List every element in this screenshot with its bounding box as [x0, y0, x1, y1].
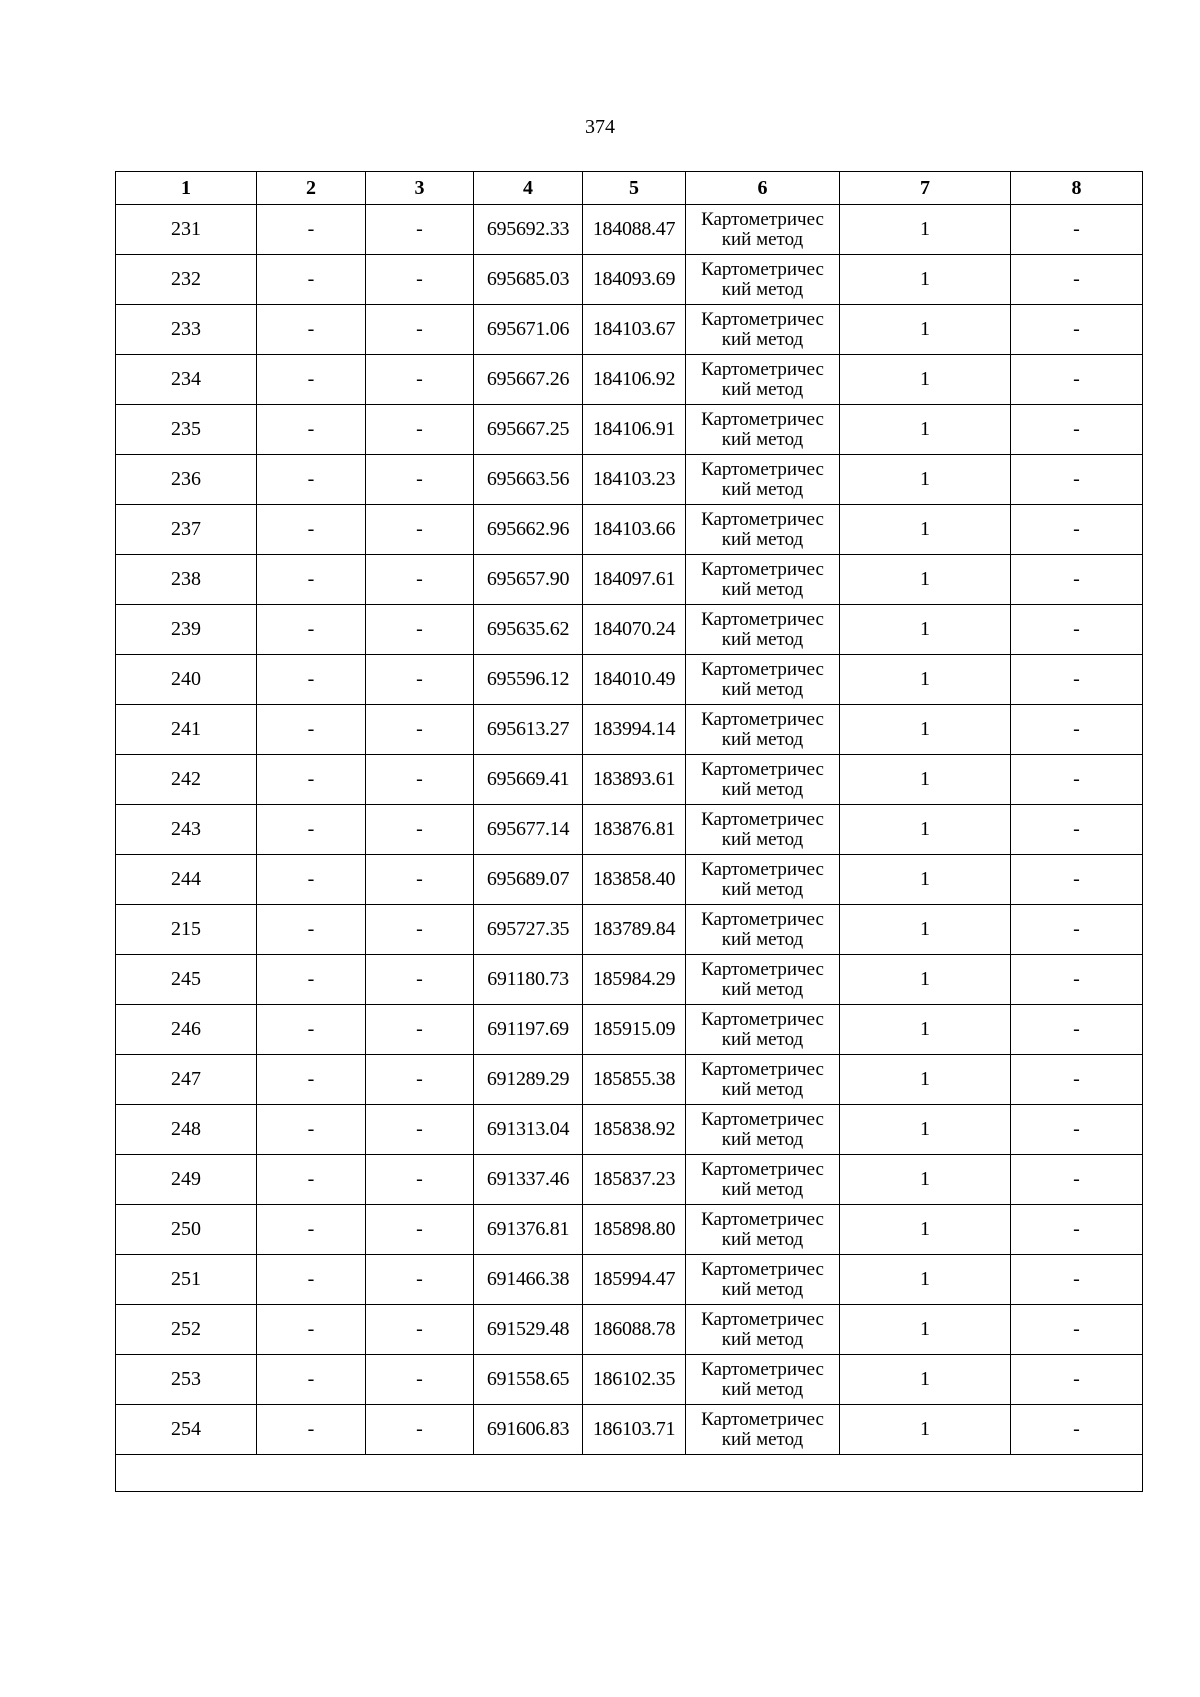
coordinate-y-cell: 184106.91 [583, 405, 686, 455]
method-cell [686, 755, 840, 805]
column-8-cell: - [1011, 905, 1143, 955]
column-7-cell: 1 [840, 1255, 1011, 1305]
column-2-cell: - [257, 1355, 366, 1405]
column-3-cell: - [366, 1005, 474, 1055]
coordinate-y-cell: 185915.09 [583, 1005, 686, 1055]
table-row [116, 705, 1143, 755]
method-line-2: кий метод [721, 378, 804, 400]
table-row [116, 505, 1143, 555]
point-number-cell: 235 [116, 405, 257, 455]
point-number-cell: 244 [116, 855, 257, 905]
coordinate-y-cell: 185984.29 [583, 955, 686, 1005]
point-number-cell: 252 [116, 1305, 257, 1355]
column-7-cell: 1 [840, 255, 1011, 305]
table-row [116, 1005, 1143, 1055]
method-line-1: Картометричес [701, 658, 824, 680]
method-line-2: кий метод [721, 728, 804, 750]
method-line-2: кий метод [721, 678, 804, 700]
point-number-cell: 232 [116, 255, 257, 305]
coordinate-x-cell: 695662.96 [474, 505, 583, 555]
point-number-cell: 240 [116, 655, 257, 705]
method-cell [686, 505, 840, 555]
method-line-2: кий метод [721, 1278, 804, 1300]
column-2-cell: - [257, 1105, 366, 1155]
method-line-1: Картометричес [701, 308, 824, 330]
method-line-2: кий метод [721, 228, 804, 250]
method-line-2: кий метод [721, 1128, 804, 1150]
point-number-cell: 241 [116, 705, 257, 755]
column-7-cell: 1 [840, 1405, 1011, 1455]
column-2-cell: - [257, 505, 366, 555]
column-2-cell: - [257, 455, 366, 505]
method-line-2: кий метод [721, 528, 804, 550]
table-row [116, 805, 1143, 855]
method-line-1: Картометричес [701, 558, 824, 580]
table-row [116, 205, 1143, 255]
column-2-cell: - [257, 605, 366, 655]
method-cell [686, 655, 840, 705]
method-cell [686, 1155, 840, 1205]
method-cell [686, 1405, 840, 1455]
method-line-1: Картометричес [701, 1308, 824, 1330]
column-7-cell: 1 [840, 955, 1011, 1005]
point-number-cell: 254 [116, 1405, 257, 1455]
column-8-cell: - [1011, 355, 1143, 405]
column-8-cell: - [1011, 305, 1143, 355]
method-line-2: кий метод [721, 1078, 804, 1100]
coordinate-x-cell: 691180.73 [474, 955, 583, 1005]
coordinate-y-cell: 185898.80 [583, 1205, 686, 1255]
method-line-2: кий метод [721, 1378, 804, 1400]
method-line-1: Картометричес [701, 1108, 824, 1130]
column-7-cell: 1 [840, 1305, 1011, 1355]
method-line-2: кий метод [721, 878, 804, 900]
column-header: 8 [1011, 172, 1143, 205]
method-line-1: Картометричес [701, 1258, 824, 1280]
method-cell [686, 855, 840, 905]
method-line-2: кий метод [721, 278, 804, 300]
point-number-cell: 231 [116, 205, 257, 255]
column-8-cell: - [1011, 955, 1143, 1005]
column-header: 6 [686, 172, 840, 205]
column-2-cell: - [257, 1205, 366, 1255]
column-3-cell: - [366, 1055, 474, 1105]
column-2-cell: - [257, 305, 366, 355]
method-line-1: Картометричес [701, 758, 824, 780]
method-cell [686, 1305, 840, 1355]
column-3-cell: - [366, 555, 474, 605]
coordinate-y-cell: 183858.40 [583, 855, 686, 905]
coordinate-y-cell: 186103.71 [583, 1405, 686, 1455]
method-line-1: Картометричес [701, 858, 824, 880]
column-3-cell: - [366, 1255, 474, 1305]
coordinate-y-cell: 184093.69 [583, 255, 686, 305]
column-header: 5 [583, 172, 686, 205]
point-number-cell: 251 [116, 1255, 257, 1305]
table-row [116, 1105, 1143, 1155]
coordinate-y-cell: 184103.23 [583, 455, 686, 505]
column-3-cell: - [366, 655, 474, 705]
column-8-cell: - [1011, 255, 1143, 305]
column-3-cell: - [366, 205, 474, 255]
table-row [116, 905, 1143, 955]
column-2-cell: - [257, 205, 366, 255]
method-cell [686, 1355, 840, 1405]
method-cell [686, 805, 840, 855]
column-8-cell: - [1011, 855, 1143, 905]
point-number-cell: 234 [116, 355, 257, 405]
method-line-2: кий метод [721, 828, 804, 850]
method-cell [686, 455, 840, 505]
column-8-cell: - [1011, 405, 1143, 455]
column-8-cell: - [1011, 505, 1143, 555]
method-line-2: кий метод [721, 578, 804, 600]
method-line-2: кий метод [721, 978, 804, 1000]
coordinate-y-cell: 184097.61 [583, 555, 686, 605]
method-line-1: Картометричес [701, 358, 824, 380]
column-2-cell: - [257, 1255, 366, 1305]
column-8-cell: - [1011, 205, 1143, 255]
column-header: 7 [840, 172, 1011, 205]
column-3-cell: - [366, 955, 474, 1005]
table-row [116, 955, 1143, 1005]
column-3-cell: - [366, 1405, 474, 1455]
method-cell [686, 905, 840, 955]
point-number-cell: 248 [116, 1105, 257, 1155]
table-row [116, 855, 1143, 905]
column-8-cell: - [1011, 555, 1143, 605]
column-2-cell: - [257, 755, 366, 805]
method-line-1: Картометричес [701, 958, 824, 980]
coordinate-y-cell: 184010.49 [583, 655, 686, 705]
column-7-cell: 1 [840, 355, 1011, 405]
coordinate-x-cell: 695689.07 [474, 855, 583, 905]
coordinate-x-cell: 691376.81 [474, 1205, 583, 1255]
method-line-2: кий метод [721, 478, 804, 500]
method-cell [686, 555, 840, 605]
column-3-cell: - [366, 1105, 474, 1155]
column-3-cell: - [366, 705, 474, 755]
coordinates-table [115, 171, 1143, 1492]
coordinate-y-cell: 184103.66 [583, 505, 686, 555]
column-2-cell: - [257, 1305, 366, 1355]
column-3-cell: - [366, 405, 474, 455]
coordinate-y-cell: 184070.24 [583, 605, 686, 655]
method-line-1: Картометричес [701, 258, 824, 280]
column-8-cell: - [1011, 1155, 1143, 1205]
column-7-cell: 1 [840, 1055, 1011, 1105]
method-cell [686, 205, 840, 255]
column-2-cell: - [257, 1005, 366, 1055]
method-line-1: Картометричес [701, 508, 824, 530]
column-3-cell: - [366, 855, 474, 905]
coordinate-x-cell: 695613.27 [474, 705, 583, 755]
column-7-cell: 1 [840, 455, 1011, 505]
coordinate-y-cell: 184103.67 [583, 305, 686, 355]
method-cell [686, 1105, 840, 1155]
column-8-cell: - [1011, 755, 1143, 805]
column-3-cell: - [366, 1305, 474, 1355]
column-7-cell: 1 [840, 505, 1011, 555]
coordinate-x-cell: 691558.65 [474, 1355, 583, 1405]
point-number-cell: 247 [116, 1055, 257, 1105]
coordinate-x-cell: 695685.03 [474, 255, 583, 305]
coordinate-y-cell: 184106.92 [583, 355, 686, 405]
coordinate-x-cell: 695671.06 [474, 305, 583, 355]
column-8-cell: - [1011, 655, 1143, 705]
column-3-cell: - [366, 505, 474, 555]
column-7-cell: 1 [840, 605, 1011, 655]
method-line-2: кий метод [721, 928, 804, 950]
coordinate-y-cell: 185837.23 [583, 1155, 686, 1205]
column-2-cell: - [257, 1155, 366, 1205]
method-cell [686, 605, 840, 655]
column-7-cell: 1 [840, 305, 1011, 355]
column-7-cell: 1 [840, 1005, 1011, 1055]
point-number-cell: 238 [116, 555, 257, 605]
coordinate-y-cell: 183994.14 [583, 705, 686, 755]
column-8-cell: - [1011, 1405, 1143, 1455]
empty-cell [116, 1455, 1143, 1492]
table-row [116, 355, 1143, 405]
coordinate-y-cell: 184088.47 [583, 205, 686, 255]
column-8-cell: - [1011, 705, 1143, 755]
method-line-1: Картометричес [701, 708, 824, 730]
coordinate-x-cell: 695692.33 [474, 205, 583, 255]
column-header: 4 [474, 172, 583, 205]
point-number-cell: 253 [116, 1355, 257, 1405]
method-cell [686, 355, 840, 405]
method-cell [686, 1205, 840, 1255]
method-cell [686, 705, 840, 755]
table-row [116, 1255, 1143, 1305]
point-number-cell: 239 [116, 605, 257, 655]
table-row [116, 1355, 1143, 1405]
point-number-cell: 237 [116, 505, 257, 555]
method-line-2: кий метод [721, 1028, 804, 1050]
coordinate-y-cell: 183789.84 [583, 905, 686, 955]
column-8-cell: - [1011, 805, 1143, 855]
method-line-1: Картометричес [701, 608, 824, 630]
column-3-cell: - [366, 1205, 474, 1255]
table-row [116, 455, 1143, 505]
table-row [116, 305, 1143, 355]
coordinate-x-cell: 695669.41 [474, 755, 583, 805]
column-7-cell: 1 [840, 1205, 1011, 1255]
column-3-cell: - [366, 1355, 474, 1405]
method-line-2: кий метод [721, 328, 804, 350]
table-row [116, 755, 1143, 805]
coordinate-x-cell: 695727.35 [474, 905, 583, 955]
method-line-2: кий метод [721, 428, 804, 450]
column-7-cell: 1 [840, 655, 1011, 705]
column-8-cell: - [1011, 455, 1143, 505]
method-cell [686, 1255, 840, 1305]
method-line-2: кий метод [721, 1228, 804, 1250]
table-row [116, 255, 1143, 305]
method-cell [686, 955, 840, 1005]
method-line-1: Картометричес [701, 1008, 824, 1030]
column-8-cell: - [1011, 605, 1143, 655]
column-8-cell: - [1011, 1205, 1143, 1255]
method-line-1: Картометричес [701, 208, 824, 230]
point-number-cell: 236 [116, 455, 257, 505]
column-3-cell: - [366, 605, 474, 655]
table-row [116, 1405, 1143, 1455]
column-2-cell: - [257, 855, 366, 905]
coordinate-x-cell: 691466.38 [474, 1255, 583, 1305]
column-2-cell: - [257, 805, 366, 855]
column-header: 2 [257, 172, 366, 205]
method-line-1: Картометричес [701, 1208, 824, 1230]
column-8-cell: - [1011, 1355, 1143, 1405]
point-number-cell: 243 [116, 805, 257, 855]
method-cell [686, 1055, 840, 1105]
coordinate-x-cell: 691313.04 [474, 1105, 583, 1155]
column-7-cell: 1 [840, 205, 1011, 255]
coordinate-y-cell: 183876.81 [583, 805, 686, 855]
method-cell [686, 305, 840, 355]
coordinate-x-cell: 691197.69 [474, 1005, 583, 1055]
column-7-cell: 1 [840, 1155, 1011, 1205]
method-cell [686, 405, 840, 455]
coordinate-x-cell: 691529.48 [474, 1305, 583, 1355]
coordinate-y-cell: 185838.92 [583, 1105, 686, 1155]
method-line-2: кий метод [721, 778, 804, 800]
method-line-1: Картометричес [701, 1158, 824, 1180]
column-7-cell: 1 [840, 1105, 1011, 1155]
point-number-cell: 245 [116, 955, 257, 1005]
point-number-cell: 233 [116, 305, 257, 355]
column-7-cell: 1 [840, 755, 1011, 805]
point-number-cell: 215 [116, 905, 257, 955]
column-2-cell: - [257, 255, 366, 305]
coordinate-y-cell: 185855.38 [583, 1055, 686, 1105]
method-line-2: кий метод [721, 628, 804, 650]
method-line-2: кий метод [721, 1178, 804, 1200]
column-2-cell: - [257, 355, 366, 405]
method-line-2: кий метод [721, 1328, 804, 1350]
coordinate-x-cell: 695677.14 [474, 805, 583, 855]
coordinate-x-cell: 695596.12 [474, 655, 583, 705]
table-row [116, 1205, 1143, 1255]
column-7-cell: 1 [840, 855, 1011, 905]
coordinate-y-cell: 186102.35 [583, 1355, 686, 1405]
column-3-cell: - [366, 455, 474, 505]
coordinate-x-cell: 695667.26 [474, 355, 583, 405]
column-8-cell: - [1011, 1305, 1143, 1355]
column-3-cell: - [366, 1155, 474, 1205]
column-8-cell: - [1011, 1055, 1143, 1105]
column-2-cell: - [257, 705, 366, 755]
method-line-1: Картометричес [701, 908, 824, 930]
table-row [116, 405, 1143, 455]
point-number-cell: 242 [116, 755, 257, 805]
coordinate-x-cell: 695663.56 [474, 455, 583, 505]
column-2-cell: - [257, 955, 366, 1005]
column-2-cell: - [257, 1055, 366, 1105]
column-header: 1 [116, 172, 257, 205]
method-cell [686, 1005, 840, 1055]
table-row [116, 655, 1143, 705]
coordinate-y-cell: 186088.78 [583, 1305, 686, 1355]
empty-table-row [116, 1455, 1143, 1492]
column-3-cell: - [366, 305, 474, 355]
coordinate-x-cell: 691337.46 [474, 1155, 583, 1205]
method-cell [686, 255, 840, 305]
column-3-cell: - [366, 355, 474, 405]
column-2-cell: - [257, 405, 366, 455]
column-2-cell: - [257, 655, 366, 705]
table-header-row [116, 172, 1143, 205]
column-3-cell: - [366, 255, 474, 305]
coordinate-x-cell: 695667.25 [474, 405, 583, 455]
method-line-1: Картометричес [701, 408, 824, 430]
method-line-1: Картометричес [701, 458, 824, 480]
column-3-cell: - [366, 805, 474, 855]
column-3-cell: - [366, 905, 474, 955]
column-7-cell: 1 [840, 705, 1011, 755]
column-7-cell: 1 [840, 905, 1011, 955]
coordinate-x-cell: 691289.29 [474, 1055, 583, 1105]
column-2-cell: - [257, 1405, 366, 1455]
table-row [116, 1055, 1143, 1105]
column-header: 3 [366, 172, 474, 205]
column-2-cell: - [257, 555, 366, 605]
point-number-cell: 246 [116, 1005, 257, 1055]
coordinate-x-cell: 691606.83 [474, 1405, 583, 1455]
column-7-cell: 1 [840, 555, 1011, 605]
table-row [116, 555, 1143, 605]
column-8-cell: - [1011, 1005, 1143, 1055]
column-8-cell: - [1011, 1105, 1143, 1155]
coordinate-y-cell: 183893.61 [583, 755, 686, 805]
method-line-1: Картометричес [701, 808, 824, 830]
column-8-cell: - [1011, 1255, 1143, 1305]
table-row [116, 1305, 1143, 1355]
point-number-cell: 250 [116, 1205, 257, 1255]
method-line-1: Картометричес [701, 1058, 824, 1080]
page-number: 374 [585, 116, 615, 138]
table-row [116, 605, 1143, 655]
method-line-2: кий метод [721, 1428, 804, 1450]
column-7-cell: 1 [840, 805, 1011, 855]
coordinate-x-cell: 695635.62 [474, 605, 583, 655]
column-7-cell: 1 [840, 1355, 1011, 1405]
column-3-cell: - [366, 755, 474, 805]
column-2-cell: - [257, 905, 366, 955]
method-line-1: Картометричес [701, 1408, 824, 1430]
coordinate-x-cell: 695657.90 [474, 555, 583, 605]
column-7-cell: 1 [840, 405, 1011, 455]
coordinate-y-cell: 185994.47 [583, 1255, 686, 1305]
method-line-1: Картометричес [701, 1358, 824, 1380]
point-number-cell: 249 [116, 1155, 257, 1205]
table-row [116, 1155, 1143, 1205]
